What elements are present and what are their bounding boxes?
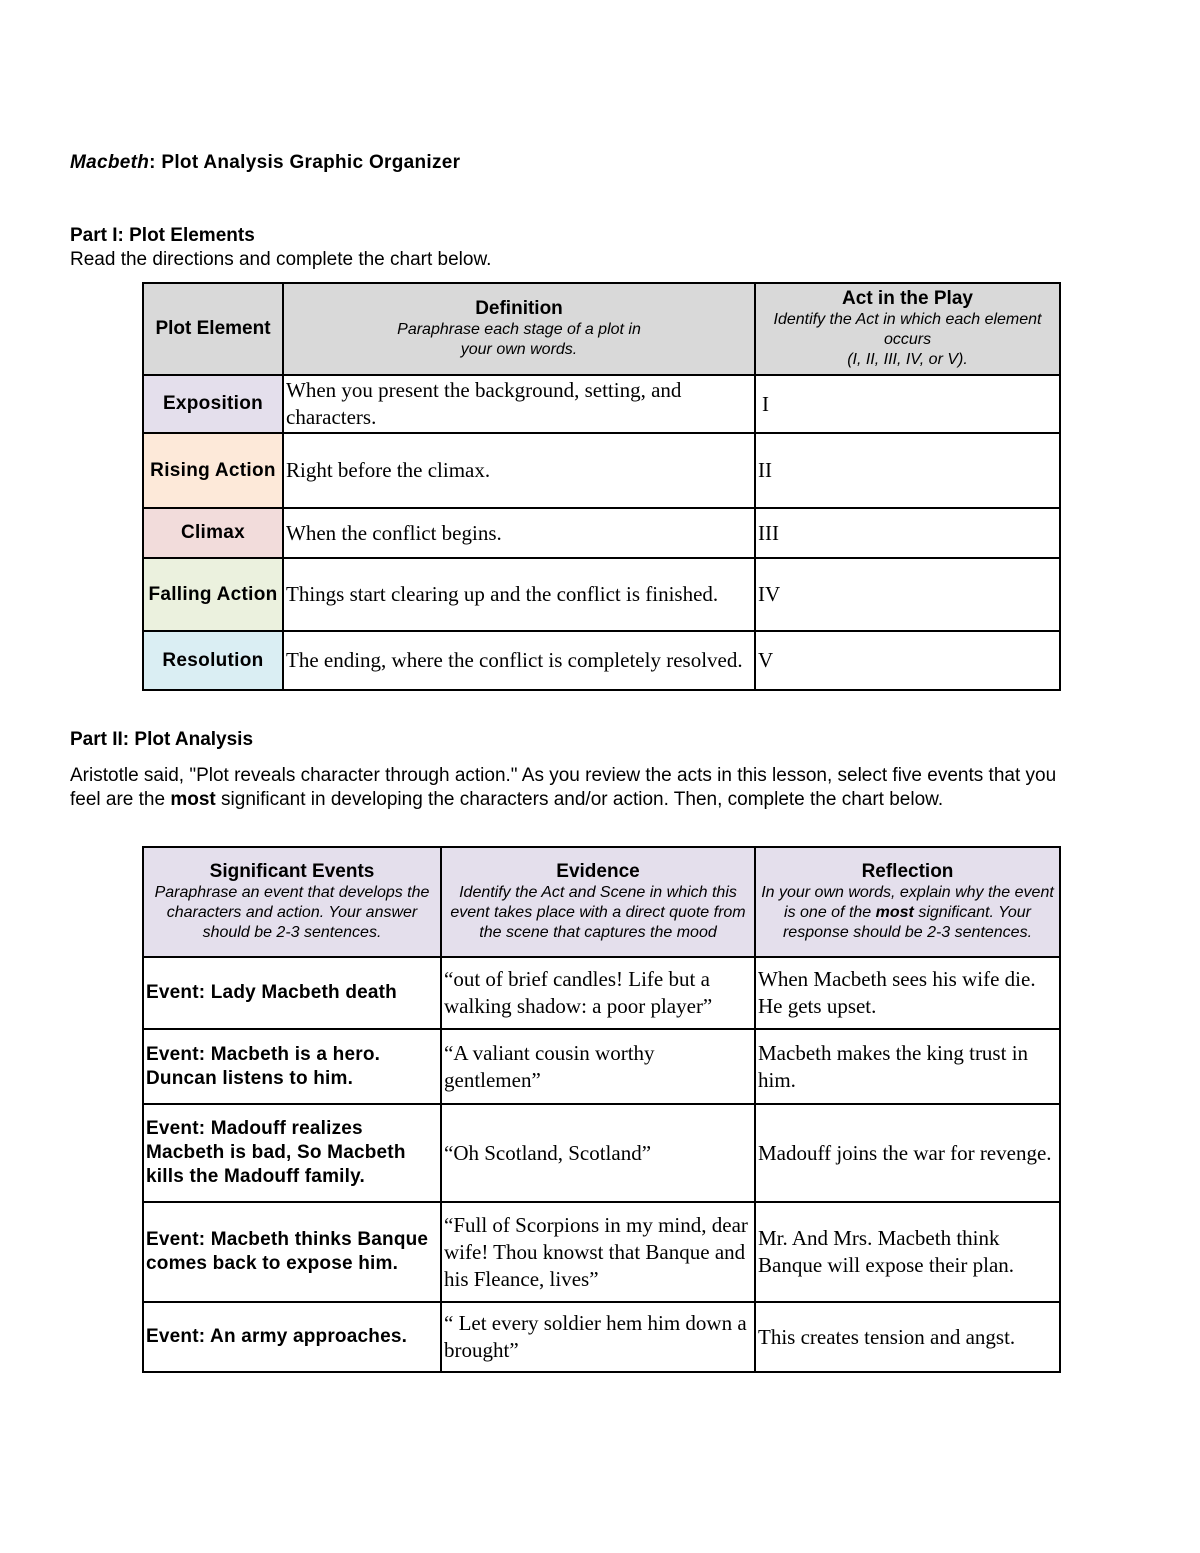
table-row: [143, 1202, 1060, 1302]
definition-field[interactable]: Things start clearing up and the conflict is finished.: [283, 558, 755, 631]
event-field[interactable]: Event: Madouff realizes Macbeth is bad, So Macbeth kills the Madouff family.: [143, 1104, 441, 1202]
plot-element-cell: Climax: [143, 508, 283, 558]
reflection-field[interactable]: Macbeth makes the king trust in him.: [755, 1029, 1060, 1104]
document-title: [70, 152, 460, 174]
plot-element-cell: Exposition: [143, 375, 283, 433]
act-field[interactable]: II: [755, 433, 1060, 508]
act-field[interactable]: IV: [755, 558, 1060, 631]
definition-field[interactable]: The ending, where the conflict is completely resolved.: [283, 631, 755, 690]
header-significant-events: [143, 847, 441, 957]
title-italic: Macbeth: [70, 152, 150, 173]
header-plot-element: Plot Element: [143, 283, 283, 375]
header-definition-sub: Paraphrase each stage of a plot in your own words.: [397, 321, 641, 358]
reflection-sub-bold: most: [875, 904, 914, 921]
header-act-title: Act in the Play: [842, 288, 973, 309]
reflection-sub-text: In your own words, explain why the event is one of the: [761, 884, 1054, 921]
event-field[interactable]: Event: Lady Macbeth death: [143, 957, 441, 1029]
table-row: [143, 375, 1060, 433]
table-row: [143, 433, 1060, 508]
header-evidence-title: Evidence: [556, 861, 640, 882]
table-row: [143, 558, 1060, 631]
act-field[interactable]: V: [755, 631, 1060, 690]
plot-analysis-table: [142, 846, 1061, 1373]
definition-field[interactable]: Right before the climax.: [283, 433, 755, 508]
evidence-field[interactable]: “A valiant cousin worthy gentlemen”: [441, 1029, 755, 1104]
act-field[interactable]: III: [755, 508, 1060, 558]
evidence-field[interactable]: “out of brief candles! Life but a walking shadow: a poor player”: [441, 957, 755, 1029]
header-evidence: [441, 847, 755, 957]
header-act-sub: Identify the Act in which each element occurs: [773, 311, 1042, 348]
evidence-field[interactable]: “Oh Scotland, Scotland”: [441, 1104, 755, 1202]
part2-directions: [70, 764, 1065, 812]
evidence-field[interactable]: “Full of Scorpions in my mind, dear wife! Thou knowst that Banque and his Fleance, lives”: [441, 1202, 755, 1302]
plot-analysis-header-row: [143, 847, 1060, 957]
plot-element-cell: Falling Action: [143, 558, 283, 631]
event-field[interactable]: Event: An army approaches.: [143, 1302, 441, 1372]
part2-directions-bold: most: [170, 789, 216, 810]
table-row: [143, 508, 1060, 558]
evidence-field[interactable]: “ Let every soldier hem him down a brought”: [441, 1302, 755, 1372]
event-field[interactable]: Event: Macbeth thinks Banque comes back to expose him.: [143, 1202, 441, 1302]
part1-directions: Read the directions and complete the chart below.: [70, 249, 492, 270]
header-act-options: (I, II, III, IV, or V).: [847, 351, 968, 368]
definition-field[interactable]: When the conflict begins.: [283, 508, 755, 558]
header-definition-title: Definition: [475, 298, 563, 319]
plot-element-cell: Resolution: [143, 631, 283, 690]
header-events-title: Significant Events: [209, 861, 375, 882]
reflection-field[interactable]: When Macbeth sees his wife die. He gets upset.: [755, 957, 1060, 1029]
part2-heading: Part II: Plot Analysis: [70, 729, 254, 750]
header-reflection-sub: [758, 883, 1057, 943]
table-row: [143, 1302, 1060, 1372]
reflection-field[interactable]: Mr. And Mrs. Macbeth think Banque will expose their plan.: [755, 1202, 1060, 1302]
part2-directions-text: Aristotle said, "Plot reveals character through action." As you review the acts in this lesson, select five events that you feel are the: [70, 765, 1057, 810]
definition-field[interactable]: When you present the background, setting, and characters.: [283, 375, 755, 433]
title-rest: : Plot Analysis Graphic Organizer: [149, 152, 461, 173]
plot-elements-header-row: [143, 283, 1060, 375]
act-field[interactable]: I: [755, 375, 1060, 433]
plot-elements-table: [142, 282, 1061, 691]
header-events-sub: Paraphrase an event that develops the characters and action. Your answer should be 2-3 sentences.: [154, 884, 430, 941]
part1-heading: Part I: Plot Elements: [70, 225, 255, 246]
header-evidence-sub: Identify the Act and Scene in which this event takes place with a direct quote from the scene that captures the mood: [450, 884, 746, 941]
part2-directions-text-end: significant in developing the characters and/or action. Then, complete the chart below.: [215, 789, 944, 810]
reflection-field[interactable]: Madouff joins the war for revenge.: [755, 1104, 1060, 1202]
header-act: [755, 283, 1060, 375]
plot-element-cell: Rising Action: [143, 433, 283, 508]
table-row: [143, 1104, 1060, 1202]
reflection-sub-text-end: significant. Your response should be 2-3 sentences.: [782, 904, 1033, 941]
header-reflection-title: Reflection: [861, 861, 954, 882]
header-definition: [283, 283, 755, 375]
table-row: [143, 631, 1060, 690]
reflection-field[interactable]: This creates tension and angst.: [755, 1302, 1060, 1372]
table-row: [143, 1029, 1060, 1104]
table-row: [143, 957, 1060, 1029]
event-field[interactable]: Event: Macbeth is a hero. Duncan listens to him.: [143, 1029, 441, 1104]
header-reflection: [755, 847, 1060, 957]
